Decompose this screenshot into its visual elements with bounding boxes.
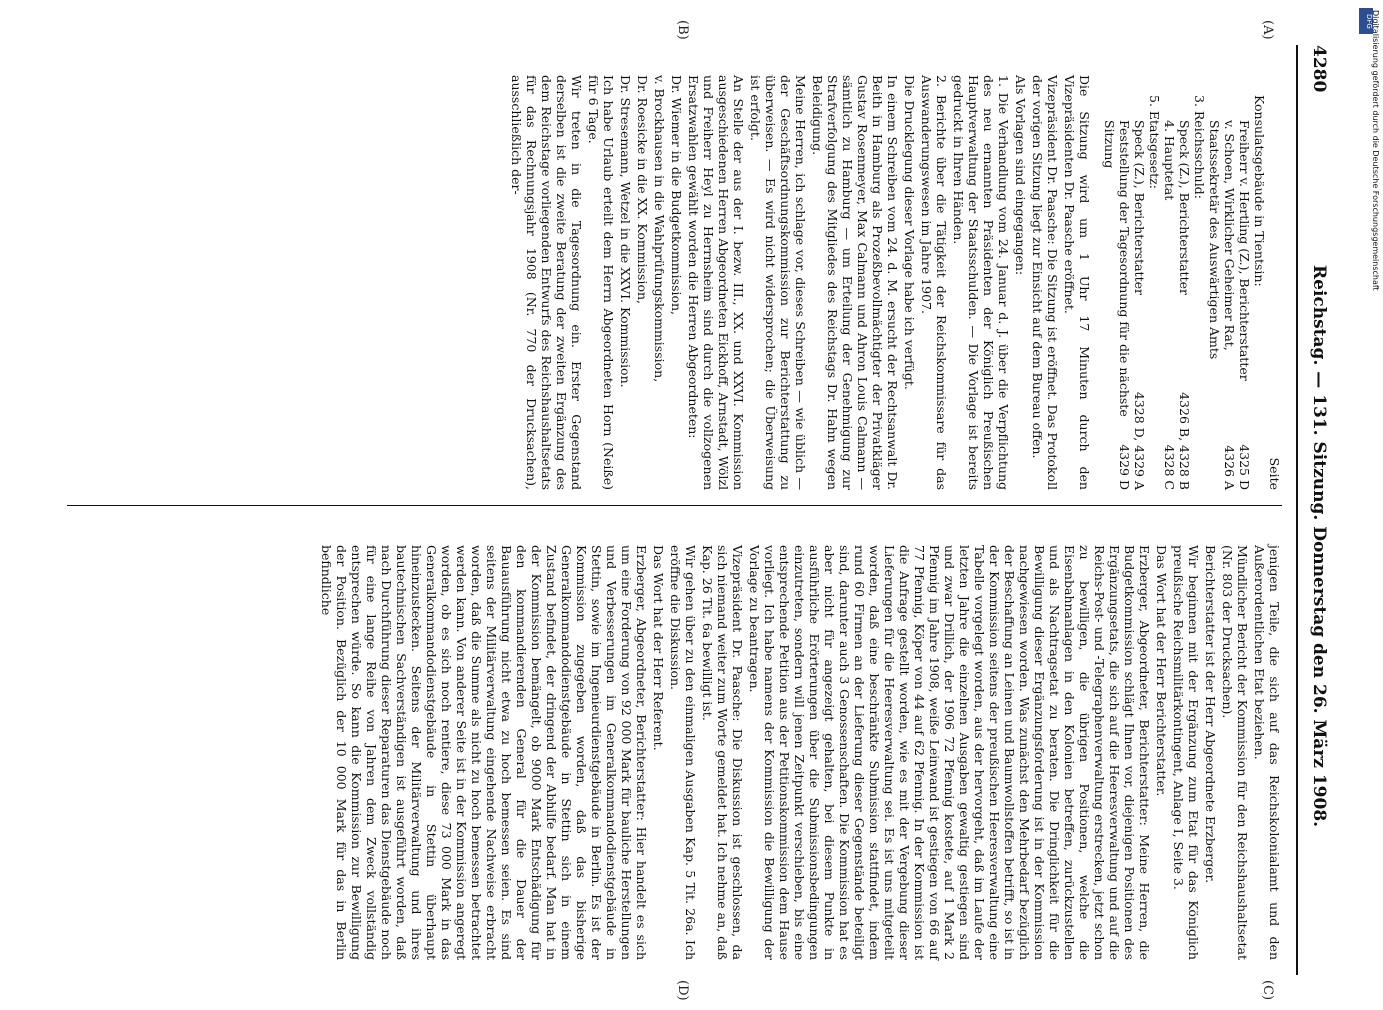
toc-entry-text: 5. Etatsgesetz: (1147, 95, 1162, 189)
toc-entry-page: 4329 D (1117, 444, 1132, 490)
paragraph: Meine Herren, ich schlage vor, dieses Schreiben — wie üblich — der Geschäftsordnungskommission zur Berichterstattung zu überweisen. — Es wird nicht widersprochen; die Überweisung ist erfolgt. (748, 75, 808, 490)
paragraph: jenigen Teile, die sich auf das Reichskolonialamt und den Außerordentlichen Etat beziehen. (1252, 545, 1282, 960)
margin-mark-b: (B) (675, 20, 690, 40)
paragraph: Vizepräsident Dr. Paasche: Die Sitzung ist eröffnet. Das Protokoll der vorigen Sitzung liegt zur Einsicht auf dem Bureau offen. (1030, 75, 1060, 490)
toc-entry-page: 4326 A (1222, 445, 1237, 490)
margin-mark-d: (D) (675, 980, 690, 1001)
page-number: 4280 (1309, 45, 1329, 93)
paragraph: Dr. Stresemann, Wetzel in die XXVI. Kommission. (618, 75, 633, 388)
running-title: Reichstag. — 131. Sitzung. Donnerstag den 26. März 1908. (1309, 265, 1329, 828)
paragraph: 1. Die Verhandlung vom 24. Januar d. J. über die Verpflichtung des neu ernannten Präsidenten der Königlich Preußischen Hauptverwaltung der Staatsschulden. — Die Vorlage ist bereits gedruckt in Ihren Händen. (951, 75, 1011, 490)
paragraph: Die Sitzung wird um 1 Uhr 17 Minuten durch den Vizepräsidenten Dr. Paasche eröffnet. (1062, 75, 1092, 490)
dfg-logo: DFG (1359, 8, 1373, 34)
toc-entry-text: Speck (Z.), Berichterstatter (1132, 120, 1147, 295)
toc-entry-page: 4325 D (1237, 444, 1252, 490)
toc-entry (1132, 75, 1147, 490)
toc-entry-text: Speck (Z.), Berichterstatter (1177, 120, 1192, 295)
digitization-credit: Digitalisierung gefördert durch die Deutsche Forschungsgemeinschaft (1371, 10, 1380, 291)
toc-entry (1192, 75, 1207, 490)
toc-entry-page: 4328 C (1162, 444, 1177, 490)
paragraph: Die Drucklegung dieser Vorlage habe ich verfügt. (902, 75, 917, 390)
paragraph: Das Wort hat der Herr Referent. (651, 545, 666, 751)
toc-entry (1207, 75, 1237, 490)
toc-entry-page (1147, 482, 1162, 490)
paragraph: In einem Schreiben vom 24. d. M. ersucht der Rechtsanwalt Dr. Beith in Hamburg als Prozeßbevollmächtigter der Privatkläger Gustav Rosenmeyer, Max Calmann und Ahron Louis Calmann — sämtlich zu Hamburg — um Erteilung der Genehmigung zur Strafverfolgung des Mitgliedes des Reichstags Dr. Hahn wegen Beleidigung. (810, 75, 900, 490)
paragraph: Wir beginnen mit der Ergänzung zum Etat für das Königlich preußische Reichsmilitärkontingent, Anlage I, Seite 3. (1171, 545, 1201, 960)
left-column (507, 75, 1282, 490)
paragraph: Berichterstatter ist der Herr Abgeordnete Erzberger. (1203, 545, 1218, 884)
rotated-document-page (70, 20, 1330, 1001)
toc-entry-text: 4. Hauptetat (1162, 120, 1177, 201)
paragraph: Erzberger, Abgeordneter, Berichterstatter: Hier handelt es sich um eine Forderung von 92 000 Mark für bauliche Herstellungen und Verbesserungen im Generalkommandodienstgebäude in Stettin, sowie im Ingenieurdienstgebäude in Berlin. Es ist der Kommission zugegeben worden, daß das bisherige Generalkommandodienstgebäude in Stettin sich in einem Zustand befindet, der dringend der Abhilfe bedarf. Man hat in der Kommission bemängelt, ob 9000 Mark Entschädigung für den kommandierenden General für die Dauer der Bauausführung nicht etwa zu hoch bemessen seien. Es sind seitens der Militärverwaltung eingehende Nachweise erbracht worden, daß die Summe als nicht zu hoch bemessen betrachtet werden kann. Von anderer Seite ist in der Kommission angeregt worden, ob es sich noch rentiere, diese 73 000 Mark in das Generalkommandodienstgebäude in Stettin überhaupt hineinzustecken. Seitens der Militärverwaltung und ihres bautechnischen Sachverständigen ist ausgeführt worden, daß nach Durchführung dieser Reparaturen das Dienstgebäude noch für eine lange Reihe von Jahren dem Zweck vollständig entsprechen würde. So kann die Kommission zur Bewilligung der Position. Bezüglich der 10 000 Mark für das in Berlin befindliche (319, 545, 649, 960)
toc-entry-text: Feststellung der Tagesordnung für die nächste Sitzung (1102, 120, 1132, 417)
header-rule (1296, 45, 1298, 975)
column-divider (67, 505, 1282, 506)
toc-entry-text: v. Schoen, Wirklicher Geheimer Rat, Staatssekretär des Auswärtigen Amts (1207, 120, 1237, 360)
toc-entry (1237, 75, 1252, 490)
toc-entry (1102, 75, 1132, 490)
toc-entry (1147, 75, 1162, 490)
toc-entry (1162, 75, 1177, 490)
toc-entry-page: 4328 D, 4329 A (1132, 391, 1147, 490)
paragraph: Vizepräsident Dr. Paasche: Die Diskussion ist geschlossen, da sich niemand weiter zum Worte gemeldet hat. Ich nehme an, daß Kap. 26 Tit. 6a bewilligt ist. (700, 545, 745, 960)
paragraph: 2. Berichte über die Tätigkeit der Reichskommissare für das Auswanderungswesen im Jahre 1907. (919, 75, 949, 490)
paragraph: An Stelle der aus der I. bezw. III., XX. und XXVI. Kommission ausgeschiedenen Herren Abgeordneten Eickhoff, Arnstadt, Wölzl und Freiherr Heyl zu Herrnsheim sind durch die vollzogenen Ersatzwahlen gewählt worden die Herren Abgeordneten: (686, 75, 746, 490)
toc-entry-text: Freiherr v. Hertling (Z.), Berichterstatter (1237, 120, 1252, 381)
paragraph: Erzberger, Abgeordneter, Berichterstatter: Meine Herren, die Budgetkommission schlägt Ihnen vor, diejenigen Positionen des Ergänzungsetats, die sich auf die Heeresverwaltung und auf die Reichs-Post- und -Telegraphenverwaltung erstrecken, jetzt schon zu bewilligen, die übrigen Positionen, welche die Eisenbahnanlagen in den Kolonien betreffen, zurückzustellen und als Nachtragsetat zu beraten. Die Dringlichkeit für die Bewilligung dieser Ergänzungsforderung ist in der Kommission nachgewiesen worden. Was zunächst den Mehrbedarf bezüglich der Beschaffung an Leinen und Baumwollstoffen betrifft, so ist in der Kommission seitens der preußischen Heeresverwaltung eine Tabelle vorgelegt worden, aus der hervorgeht, daß im Laufe der letzten Jahre die einzelnen Ausgaben gewaltig gestiegen sind und zwar Drillich, der 1906 72 Pfennig kostete, auf 1 Mark 2 Pfennig im Jahre 1908, weiße Leinwand ist gestiegen von 66 auf 77 Pfennig, Köper von 44 auf 62 Pfennig. In der Kommission ist die Anfrage gestellt worden, wie es mit der Vergebung dieser Lieferungen für die Heeresverwaltung sei. Es ist uns mitgeteilt worden, daß eine beschränkte Submission stattfindet, indem rund 60 Firmen an der Lieferung dieser Gegenstände beteiligt sind, darunter auch 3 Genossenschaften. Die Kommission hat es aber nicht für angezeigt gehalten, bei diesem Punkte in ausführliche Erörterungen über die Submissionsbedingungen einzutreten, sondern will jenen Zeitpunkt verschieben, bis eine entsprechende Petition aus der Petitionskommission dem Hause vorliegt. Ich habe namens der Kommission die Bewilligung der Vorlage zu beantragen. (747, 545, 1152, 960)
paragraph: Dr. Roesicke in die XX. Kommission, (635, 75, 650, 305)
paragraph: v. Brockhausen in die Wahlprüfungskommission, (652, 75, 667, 383)
right-column (317, 545, 1282, 960)
toc-entry-page (1192, 482, 1207, 490)
toc-entry-text: 3. Reichsschuld: (1192, 95, 1207, 199)
right-text (319, 545, 1282, 960)
paragraph: Als Vorlagen sind eingegangen: (1013, 75, 1028, 276)
paragraph: Mündlicher Bericht der Kommission für den Reichshaushaltsetat (Nr. 803 der Drucksachen). (1220, 545, 1250, 960)
paragraph: Dr. Wiemer in die Budgetkommission, (669, 75, 684, 316)
toc-entry-text: Konsulatsgebäude in Tientsin: (1252, 95, 1267, 287)
toc-entry-page (1252, 482, 1267, 490)
seite-label: Seite (1267, 457, 1282, 490)
toc-entry (1177, 75, 1192, 490)
toc-entry (1252, 75, 1267, 490)
table-of-contents (1102, 75, 1267, 490)
margin-mark-c: (C) (1260, 980, 1275, 1001)
paragraph: Wir treten in die Tagesordnung ein. Erster Gegenstand derselben ist die zweite Beratung der zweiten Ergänzung des dem Reichstage vorliegenden Entwurfs des Reichshaushaltsetats für das Rechnungsjahr 1908 (Nr. 770 der Drucksachen), ausschließlich der- (509, 75, 584, 490)
margin-mark-a: (A) (1260, 20, 1275, 40)
paragraph: Das Wort hat der Herr Berichterstatter. (1154, 545, 1169, 797)
toc-entry-page: 4326 B, 4328 B (1177, 392, 1192, 490)
paragraph: Ich habe Urlaub erteilt dem Herrn Abgeordneten Horn (Neiße) für 6 Tage. (586, 75, 616, 490)
page-header (1302, 45, 1330, 975)
left-text (509, 75, 1092, 490)
paragraph: Wir gehen über zu den einmaligen Ausgaben Kap. 5 Tit. 26a. Ich eröffne die Diskussion. (668, 545, 698, 960)
